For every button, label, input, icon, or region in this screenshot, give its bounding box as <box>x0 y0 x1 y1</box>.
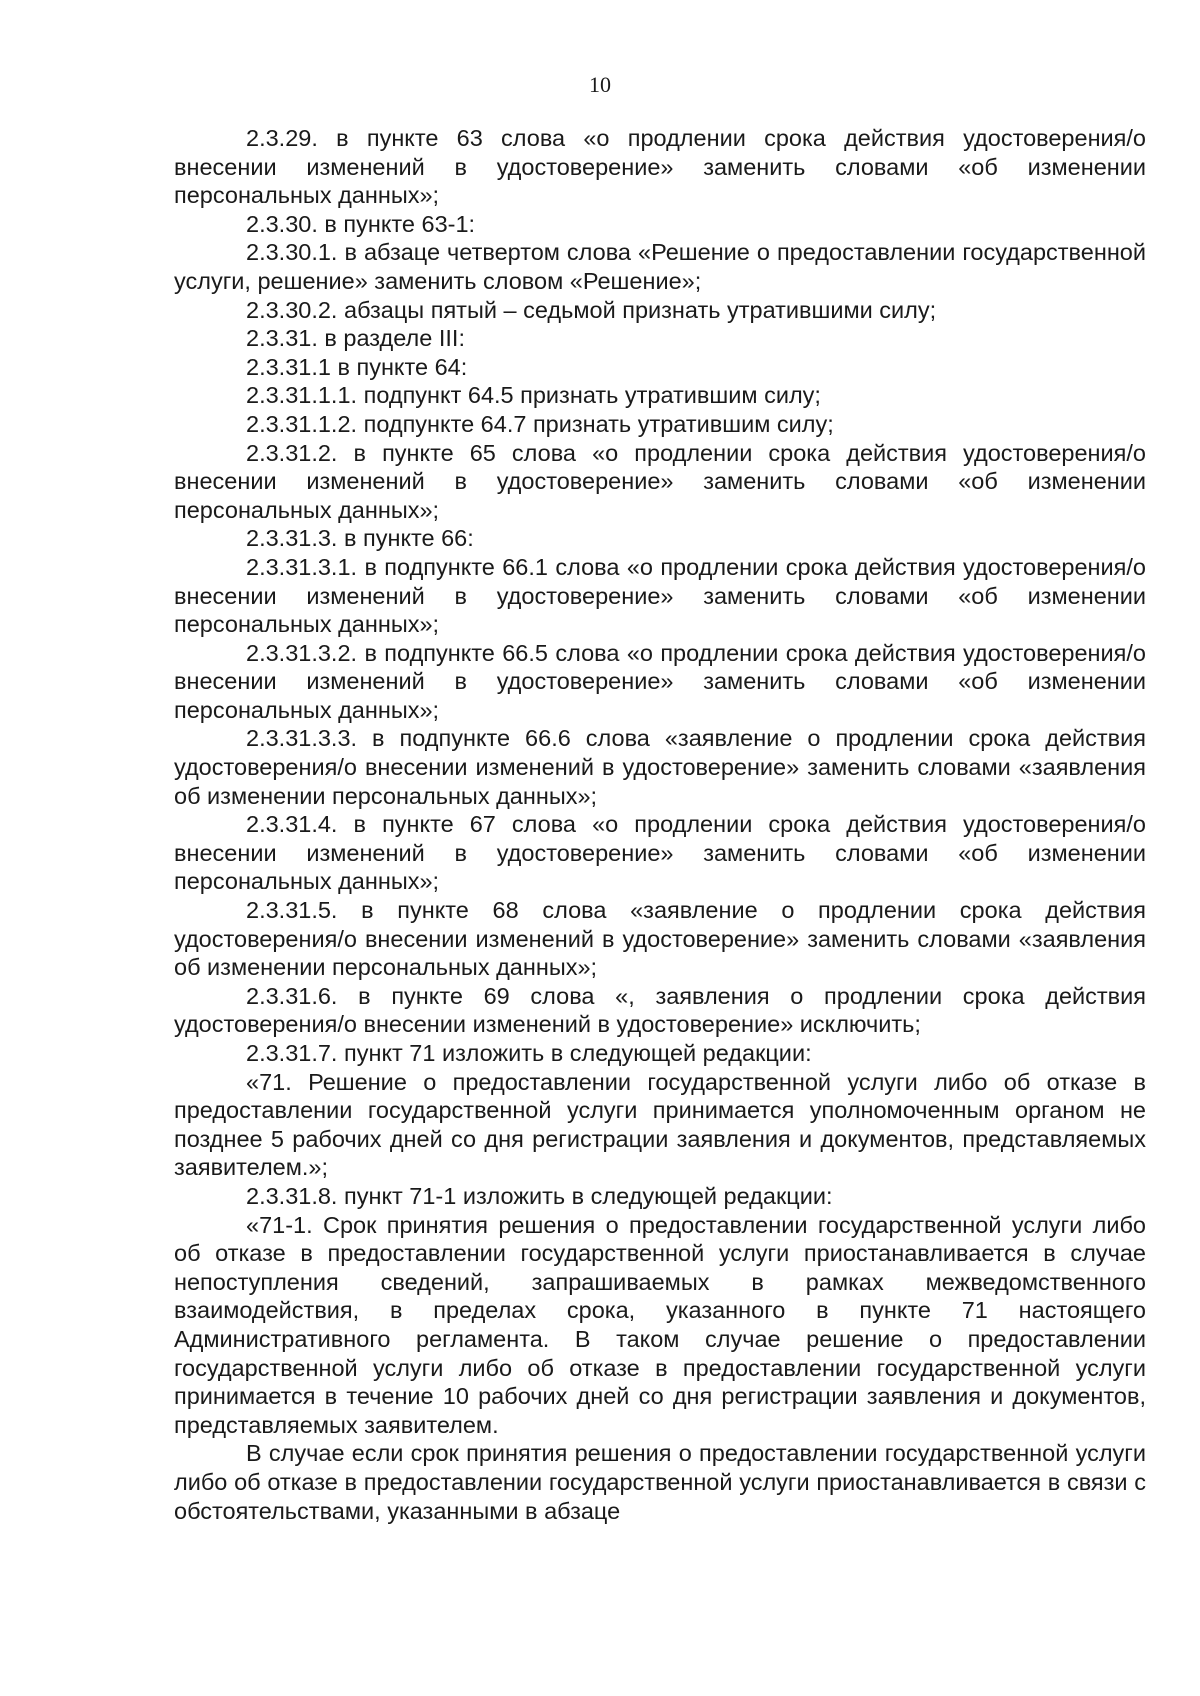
paragraph-2-3-31-3: 2.3.31.3. в пункте 66: <box>246 525 474 552</box>
paragraph-2-3-31-1-1: 2.3.31.1.1. подпункт 64.5 признать утратившим силу; <box>246 382 821 409</box>
page-number: 10 <box>589 72 611 97</box>
paragraph-2-3-30-2: 2.3.30.2. абзацы пятый – седьмой признать утратившими силу; <box>246 296 937 323</box>
paragraph-2-3-31-1: 2.3.31.1 в пункте 64: <box>246 353 468 380</box>
paragraph-2-3-31-3-3: 2.3.31.3.3. в подпункте 66.6 слова «заявление о продлении срока действия удостоверения/о внесении изменений в удостоверение» заменить словами «заявления об изменении персональных данных»; <box>174 725 1146 809</box>
document-body <box>174 124 1146 1525</box>
paragraph-2-3-31-3-2: 2.3.31.3.2. в подпункте 66.5 слова «о продлении срока действия удостоверения/о внесении изменений в удостоверение» заменить словами «об изменении персональных данных»; <box>174 639 1146 723</box>
paragraph-2-3-31: 2.3.31. в разделе III: <box>246 325 465 352</box>
paragraph-2-3-31-2: 2.3.31.2. в пункте 65 слова «о продлении срока действия удостоверения/о внесении изменений в удостоверение» заменить словами «об изменении персональных данных»; <box>174 439 1146 523</box>
paragraph-2-3-31-6: 2.3.31.6. в пункте 69 слова «, заявления о продлении срока действия удостоверения/о внесении изменений в удостоверение» исключить; <box>174 982 1146 1038</box>
paragraph-2-3-31-3-1: 2.3.31.3.1. в подпункте 66.1 слова «о продлении срока действия удостоверения/о внесении изменений в удостоверение» заменить словами «об изменении персональных данных»; <box>174 553 1146 638</box>
paragraph-2-3-31-4: 2.3.31.4. в пункте 67 слова «о продлении срока действия удостоверения/о внесении изменений в удостоверение» заменить словами «об изменении персональных данных»; <box>174 811 1146 895</box>
paragraph-2-3-31-5: 2.3.31.5. в пункте 68 слова «заявление о продлении срока действия удостоверения/о внесении изменений в удостоверение» заменить словами «заявления об изменении персональных данных»; <box>174 897 1146 981</box>
paragraph-item-71: «71. Решение о предоставлении государственной услуги либо об отказе в предоставлении государственной услуги принимается уполномоченным органом не позднее 5 рабочих дней со дня регистрации заявления и документов, представляемых заявителем.»; <box>174 1068 1146 1181</box>
paragraph-2-3-31-8: 2.3.31.8. пункт 71-1 изложить в следующей редакции: <box>246 1182 833 1209</box>
paragraph-item-71-1: «71-1. Срок принятия решения о предоставлении государственной услуги либо об отказе в предоставлении государственной услуги приостанавливается в случае непоступления сведений, запрашиваемых в рамках межведомственного взаимодействия, в пределах срока, указанного в пункте 71 настоящего Административного регламента. В таком случае решение о предоставлении государственной услуги либо об отказе в предоставлении государственной услуги принимается в течение 10 рабочих дней со дня регистрации заявления и документов, представляемых заявителем. <box>174 1211 1146 1438</box>
paragraph-2-3-30-1: 2.3.30.1. в абзаце четвертом слова «Решение о предоставлении государственной услуги, решение» заменить словом «Решение»; <box>174 239 1146 294</box>
paragraph-suspension-case: В случае если срок принятия решения о предоставлении государственной услуги либо об отказе в предоставлении государственной услуги приостанавливается в связи с обстоятельствами, указанными в абзаце <box>174 1440 1146 1524</box>
paragraph-2-3-31-7: 2.3.31.7. пункт 71 изложить в следующей редакции: <box>246 1040 812 1066</box>
paragraph-2-3-29: 2.3.29. в пункте 63 слова «о продлении срока действия удостоверения/о внесении изменений в удостоверение» заменить словами «об изменении персональных данных»; <box>174 125 1146 209</box>
paragraph-2-3-31-1-2: 2.3.31.1.2. подпункте 64.7 признать утратившим силу; <box>246 410 834 437</box>
paragraph-2-3-30: 2.3.30. в пункте 63-1: <box>246 210 476 237</box>
